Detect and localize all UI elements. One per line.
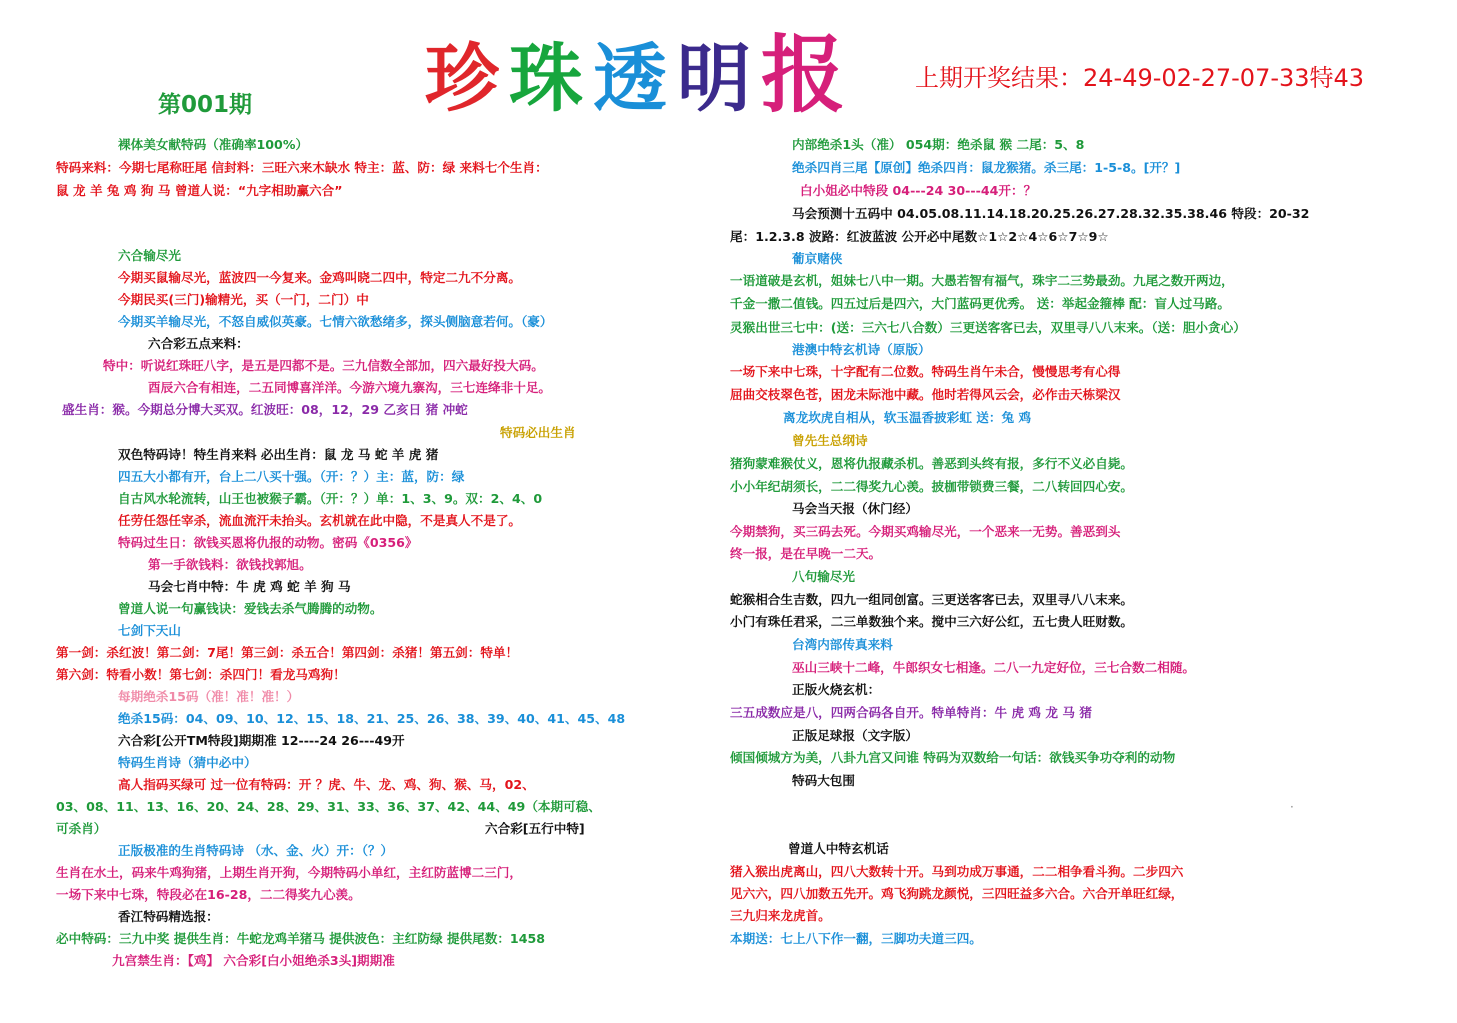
- text-line: 正版火烧玄机：: [792, 682, 881, 697]
- text-line: 港澳中特玄机诗（原版）: [792, 342, 931, 357]
- title-char: 透: [593, 36, 667, 122]
- text-line: 第六剑：特看小数！第七剑：杀四门！看龙马鸡狗！: [56, 667, 346, 682]
- text-line: 六合彩五点来料：: [148, 336, 249, 351]
- text-line: 一语道破是玄机，姐妹七八中一期。大愚若智有福气，珠宇二三势最劲。九尾之数开两边，: [730, 273, 1234, 288]
- text-line: 香江特码精选报：: [118, 909, 219, 924]
- text-line: 第一手欲钱料：欲钱找郭旭。: [148, 557, 312, 572]
- text-line: 曾道人中特玄机话: [788, 841, 889, 856]
- text-line: 绝杀四肖三尾【原创】绝杀四肖：鼠龙猴猪。杀三尾：1-5-8。[开？]: [792, 160, 1181, 175]
- text-line: 任劳任怨任宰杀，流血流汗未抬头。玄机就在此中隐，不是真人不是了。: [118, 513, 521, 528]
- text-line: 可杀肖）: [56, 821, 107, 836]
- text-line: 正版足球报（文字版）: [792, 728, 918, 743]
- text-line: 小门有珠任君采，二三单数独个来。搅中三六好公红，五七贵人旺财数。: [730, 614, 1133, 629]
- text-line: 本期送：七上八下作一翻，三脚功夫道三四。: [730, 931, 982, 946]
- last-draw-result: 上期开奖结果：24-49-02-27-07-33特43: [915, 64, 1365, 92]
- text-line: 今期买羊输尽光，不怒自威似英豪。七情六欲愁绪多，探头侧脑意若何。（豪）: [118, 314, 553, 329]
- text-line: 猪狗蒙难猴仗义，恩将仇报藏杀机。善恶到头终有报，多行不义必自毙。: [730, 456, 1133, 471]
- text-line: 特码大包围: [792, 773, 855, 788]
- text-line: 终一报，是在早晚一二天。: [730, 546, 882, 561]
- text-line: 酉辰六合有相连，二五同博喜洋洋。今游六境九寨沟，三七连绛非十足。: [148, 380, 551, 395]
- text-line: 白小姐必中特段 04---24 30---44开：？: [800, 183, 1037, 198]
- text-line: 灵猴出世三七中：(送：三六七八合数）三更送客客已去，双里寻八八末来。（送：胆小贪心）: [730, 320, 1246, 335]
- text-line: 巫山三峡十二峰，牛郎织女七相逢。二八一九定好位，三七合数二相随。: [792, 660, 1195, 675]
- text-line: 特中：听说红珠旺八字，是五是四都不是。三九信数全部加，四六最好投大码。: [103, 358, 544, 373]
- text-line: 特码必出生肖: [500, 425, 576, 440]
- text-line: 内部绝杀1头（准） 054期：绝杀鼠 猴 二尾：5、8: [792, 137, 1085, 152]
- text-line: 猪入猴出虎离山，四八大数转十开。马到功成万事通，二二相争看斗狗。二步四六: [730, 864, 1184, 879]
- text-line: 三五成数应是八，四两合码各自开。特单特肖：牛 虎 鸡 龙 马 猪: [730, 705, 1092, 720]
- text-line: 马会预测十五码中 04.05.08.11.14.18.20.25.26.27.28.32.35.38.46 特段：20-32: [792, 206, 1310, 221]
- text-line: 七剑下天山: [118, 623, 181, 638]
- text-line: 正版极准的生肖特码诗 （水、金、火）开：（？）: [118, 843, 394, 858]
- text-line: 必中特码：三九中奖 提供生肖：牛蛇龙鸡羊猪马 提供波色：主红防绿 提供尾数：1458: [56, 931, 545, 946]
- text-line: 葡京赌侠: [792, 251, 843, 266]
- text-line: 六合彩[公开TM特段]期期准 12----24 26---49开: [118, 733, 405, 748]
- text-line: 今期民买(三门)输精光，买（一门，二门）中: [118, 292, 369, 307]
- text-line: 裸体美女献特码（准确率100%）: [118, 137, 309, 152]
- newspaper-title: [425, 25, 855, 124]
- title-char: 珍: [425, 36, 499, 122]
- text-line: 倾国倾城方为美，八卦九宫又问谁 特码为双数给一句话：欲钱买争功夺利的动物: [730, 750, 1176, 765]
- text-line: 特码过生日：欲钱买恩将仇报的动物。密码《0356》: [118, 535, 418, 550]
- text-line: 离龙坎虎自相从，软玉温香披彩虹 送：兔 鸡: [783, 410, 1032, 425]
- text-line: 双色特码诗！特生肖来料 必出生肖：鼠 龙 马 蛇 羊 虎 猪: [118, 447, 439, 462]
- text-line: 高人指码买绿可 过一位有特码：开 ？虎、牛、龙、鸡、狗、猴、马，02、: [118, 777, 535, 792]
- text-line: 鼠 龙 羊 兔 鸡 狗 马 曾道人说：“九字相助赢六合”: [56, 183, 343, 198]
- text-line: 九宫禁生肖：【鸡】 六合彩[白小姐绝杀3头]期期准: [112, 953, 395, 968]
- text-line: 台湾内部传真来料: [792, 637, 893, 652]
- title-char: 珠: [509, 36, 583, 122]
- text-line: 第一剑：杀红波！第二剑：7尾！第三剑：杀五合！第四剑：杀猪！第五剑：特单！: [56, 645, 519, 660]
- text-line: 特码生肖诗（猜中必中）: [118, 755, 257, 770]
- text-line: 每期绝杀15码（准！准！准！）: [118, 689, 300, 704]
- text-line: 马会当天报（休门经）: [792, 501, 918, 516]
- text-line: 千金一撒二值钱。四五过后是四六，大门蓝码更优秀。 送：举起金箍棒 配：盲人过马路。: [730, 296, 1230, 311]
- title-char: 报: [761, 25, 846, 124]
- text-line: 曾道人说一句赢钱诀：爱钱去杀气腾腾的动物。: [118, 601, 383, 616]
- text-line: 屈曲交枝翠色苍，困龙未际池中藏。他时若得风云会，必作击天栋梁汉: [730, 387, 1121, 402]
- text-line: 蛇猴相合生吉数，四九一组同创富。三更送客客已去，双里寻八八末来。: [730, 592, 1133, 607]
- text-line: 自古风水轮流转，山王也被猴子霸。（开：？）单：1、3、9。双：2、4、0: [118, 491, 543, 506]
- text-line: 生肖在水土，码来牛鸡狗猪，上期生肖开狗，今期特码小单红，主红防蓝博二三门，: [56, 865, 522, 880]
- text-line: 四五大小都有开，台上二八买十强。（开：？）主：蓝，防：绿: [118, 469, 465, 484]
- title-char: 明: [677, 36, 751, 122]
- text-line: 今期禁狗，买三码去死。今期买鸡输尽光，一个恶来一无势。善恶到头: [730, 524, 1121, 539]
- text-line: 三九归来龙虎首。: [730, 908, 831, 923]
- blank-area: [730, 790, 1295, 830]
- text-line: 马会七肖中特：牛 虎 鸡 蛇 羊 狗 马: [148, 579, 351, 594]
- text-line: 绝杀15码：04、09、10、12、15、18、21、25、26、38、39、40、41、45、48: [118, 711, 626, 726]
- text-line: 八句输尽光: [792, 569, 855, 584]
- text-line: 六合输尽光: [118, 248, 181, 263]
- text-line: 六合彩[五行中特]: [485, 821, 585, 836]
- text-line: 一场下来中七珠，特段必在16-28，二二得奖九心羡。: [56, 887, 361, 902]
- text-line: 03、08、11、13、16、20、24、28、29、31、33、36、37、42、44、49（本期可稳、: [56, 799, 601, 814]
- text-line: 尾：1.2.3.8 波路：红波蓝波 公开必中尾数☆1☆2☆4☆6☆7☆9☆: [730, 229, 1109, 244]
- stray-mark: ·: [1290, 800, 1294, 814]
- text-line: 今期买鼠输尽光，蓝波四一今复来。金鸡叫晓二四中，特定二九不分离。: [118, 270, 521, 285]
- text-line: 小小年纪胡须长，二二得奖九心羡。披枷带锁费三餐，二八转回四心安。: [730, 479, 1133, 494]
- issue-number: 第001期: [158, 92, 253, 118]
- text-line: 曾先生总纲诗: [792, 433, 868, 448]
- text-line: 一场下来中七珠，十字配有二位数。特码生肖午未合，慢慢思考有心得: [730, 364, 1121, 379]
- text-line: 见六六，四八加数五先开。鸡飞狗跳龙颜悦，三四旺益多六合。六合开单旺红绿，: [730, 886, 1184, 901]
- text-line: 盛生肖：猴。今期总分博大买双。红波旺：08，12，29 乙亥日 猪 冲蛇: [62, 402, 468, 417]
- text-line: 特码来料：今期七尾称旺尾 信封料：三旺六来木缺水 特主：蓝、防：绿 来料七个生肖：: [56, 160, 548, 175]
